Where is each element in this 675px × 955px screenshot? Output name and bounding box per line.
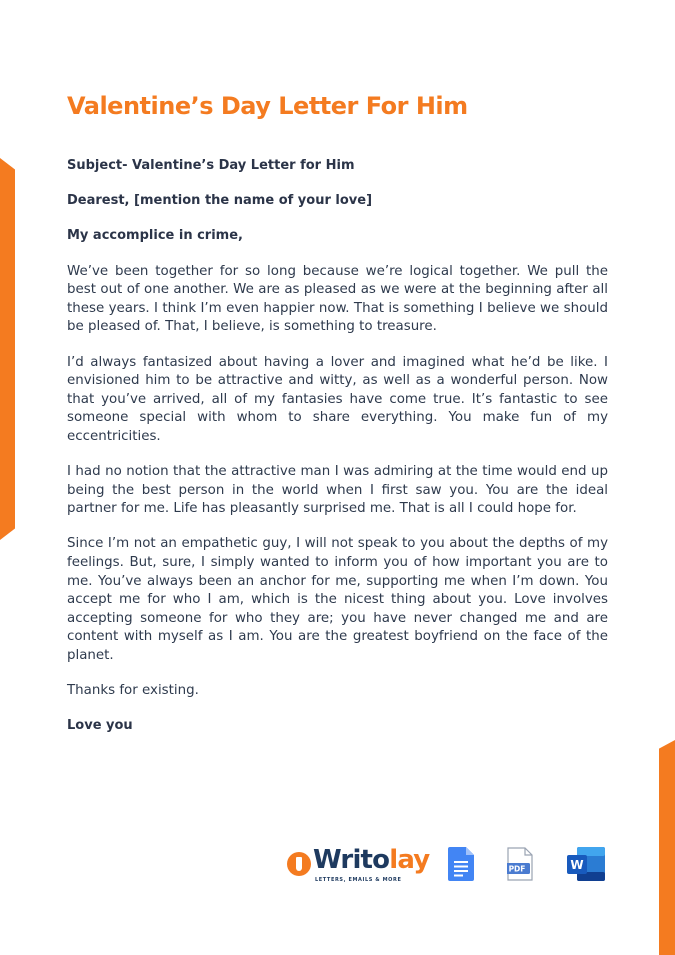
footer — [285, 840, 615, 890]
right-accent-bar — [659, 740, 675, 955]
word-icon[interactable] — [567, 847, 605, 881]
pdf-icon[interactable] — [507, 847, 533, 881]
letter-sign-off: Love you — [67, 718, 133, 734]
page-title: Valentine’s Day Letter For Him — [67, 92, 468, 120]
letter-paragraph-2: I’d always fantasized about having a lover and imagined what he’d be like. I envisioned him to be attractive and witty, as well as a wonderful person. Now that you’ve arrived, all of my fantasies have come true. It’s fantastic to see someone special with whom to share everything. You make fun of my eccentricities. — [67, 354, 608, 444]
logo-tagline: LETTERS, EMAILS & MORE — [315, 877, 402, 883]
letter-paragraph-3: I had no notion that the attractive man I was admiring at the time would end up being the best person in the world when I first saw you. You are the ideal partner for me. Life has pleasantly surprised me. That is all I could hope for. — [67, 464, 608, 517]
letter-paragraph-1: We’ve been together for so long because we’re logical together. We pull the best out of one another. We are as pleased as we were at the beginning after all these years. I think I’m even happier now. That is something I believe we should be pleased of. That, I believe, is something to treasure. — [67, 263, 608, 335]
pdf-label: PDF — [508, 864, 526, 874]
letter-closing-line: Thanks for existing. — [67, 683, 199, 699]
letter-salutation: My accomplice in crime, — [67, 228, 243, 244]
writolay-logo[interactable] — [285, 844, 430, 886]
left-accent-bar — [0, 158, 15, 540]
logo-wordmark — [313, 845, 429, 875]
google-docs-icon[interactable] — [448, 847, 474, 881]
logo-wordmark-main: Writo — [313, 845, 390, 875]
logo-wordmark-accent: lay — [389, 845, 430, 875]
letter-paragraph-4: Since I’m not an empathetic guy, I will not speak to you about the depths of my feelings. But, sure, I simply wanted to inform you of how important you are to me. You’ve always been an anchor for me, supporting me when I’m down. You accept me for who I am, which is the nicest thing about you. Love involves accepting someone for who they are; you have never changed me and are content with myself as I am. You are the greatest boyfriend on the face of the planet. — [67, 536, 608, 664]
letter-body — [67, 157, 608, 753]
letter-greeting: Dearest, [mention the name of your love] — [67, 193, 373, 209]
word-label: W — [570, 858, 584, 872]
letter-subject: Subject- Valentine’s Day Letter for Him — [67, 158, 355, 173]
pencil-icon — [287, 852, 311, 876]
